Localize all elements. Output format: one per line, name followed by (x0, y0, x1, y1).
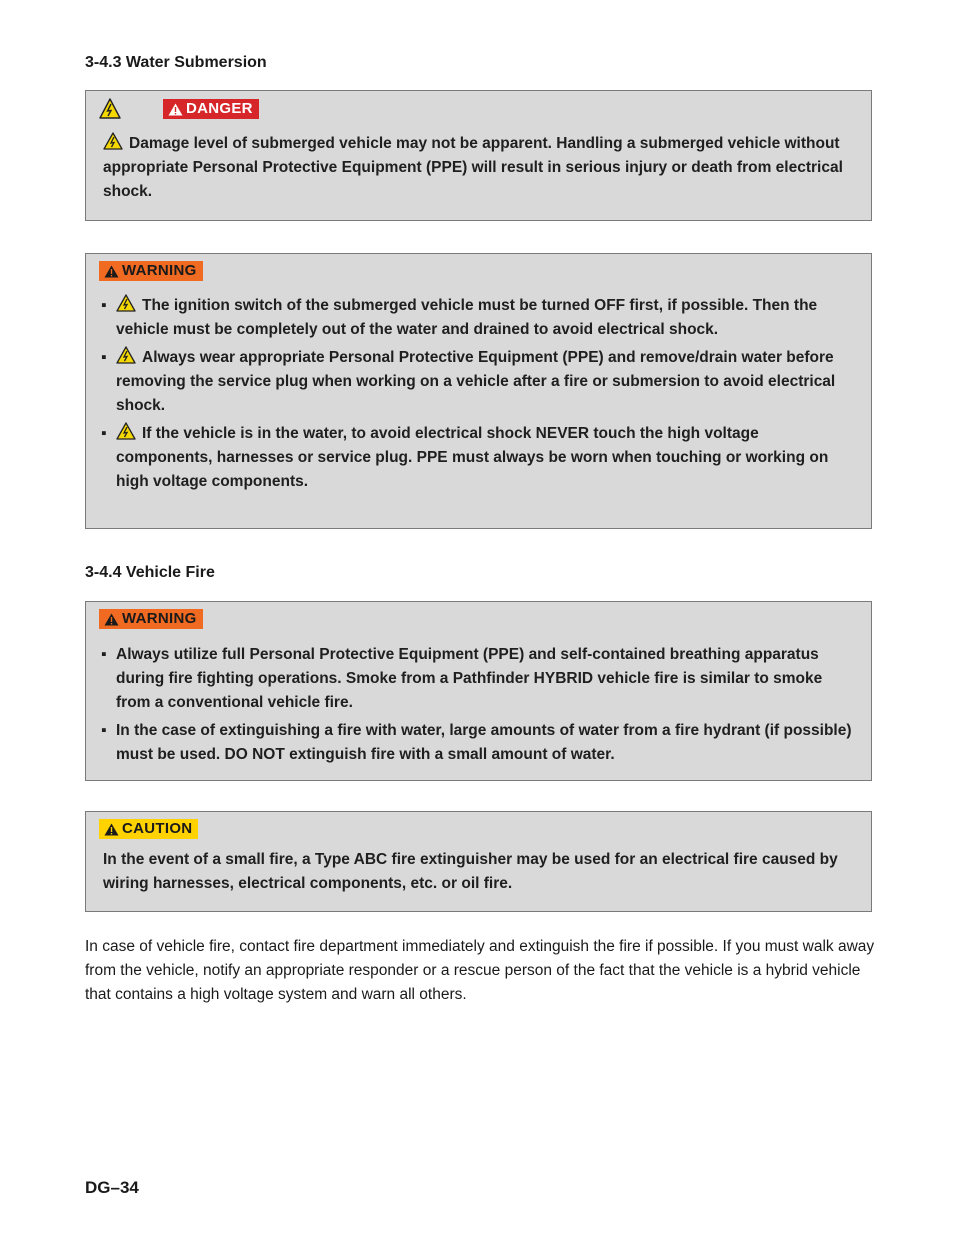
danger-label (99, 98, 259, 120)
section-heading-vehicle-fire: 3-4.4 Vehicle Fire (85, 564, 215, 581)
list-item: ▪ The ignition switch of the submerged vehicle must be turned OFF first, if possible. Then the vehicle must be completely out of the water and drained to avoid electrical shock. (98, 294, 859, 342)
list-item: ▪ Always utilize full Personal Protective Equipment (PPE) and self-contained breathing apparatus during fire fighting operations. Smoke from a Pathfinder HYBRID vehicle fire is similar to smoke from a conventional vehicle fire. (101, 646, 823, 711)
warning-notice-box-fire (85, 601, 872, 781)
warning-label (99, 261, 203, 281)
exclamation-triangle-icon (104, 823, 119, 836)
high-voltage-warning-icon (116, 422, 136, 440)
warning-badge (99, 609, 203, 629)
list-item: ▪ If the vehicle is in the water, to avoid electrical shock NEVER touch the high voltage components, harnesses or service plug. PPE must always be worn when touching or working on high voltage components. (98, 422, 859, 494)
warning-list (98, 294, 859, 498)
danger-notice-box (85, 90, 872, 221)
caution-badge (99, 819, 198, 839)
list-item-text: Always wear appropriate Personal Protective Equipment (PPE) and remove/drain water before removing the service plug when working on a vehicle after a fire or submersion to avoid electrical shock. (116, 349, 836, 414)
danger-text: Damage level of submerged vehicle may not be apparent. Handling a submerged vehicle without appropriate Personal Protective Equipment (PPE) will result in serious injury or death from electrical shock. (103, 135, 843, 200)
caution-badge-text: CAUTION (122, 820, 193, 837)
high-voltage-warning-icon (116, 346, 136, 364)
page-number: DG–34 (85, 1178, 139, 1197)
warning-badge-text: WARNING (122, 262, 197, 279)
high-voltage-warning-icon (116, 294, 136, 312)
section-heading-water-submersion: 3-4.3 Water Submersion (85, 54, 267, 71)
list-item: ▪ Always wear appropriate Personal Protective Equipment (PPE) and remove/drain water before removing the service plug when working on a vehicle after a fire or submersion to avoid electrical shock. (98, 346, 859, 418)
exclamation-triangle-icon (104, 613, 119, 626)
caution-label (99, 819, 198, 839)
warning-list (98, 643, 859, 771)
danger-badge (163, 99, 259, 119)
danger-badge-text: DANGER (186, 100, 253, 117)
list-item-text: Always utilize full Personal Protective Equipment (PPE) and self-contained breathing apparatus during fire fighting operations. Smoke from a Pathfinder HYBRID vehicle fire is similar to smoke from a conventional vehicle fire. (116, 646, 823, 711)
list-item-text: The ignition switch of the submerged vehicle must be turned OFF first, if possible. Then the vehicle must be completely out of the water and drained to avoid electrical shock. (116, 297, 818, 338)
danger-text-block (103, 132, 855, 204)
caution-text: In the event of a small fire, a Type ABC fire extinguisher may be used for an electrical fire caused by wiring harnesses, electrical components, etc. or oil fire. (103, 851, 838, 892)
high-voltage-warning-icon (99, 98, 121, 120)
list-item-text: In the case of extinguishing a fire with water, large amounts of water from a fire hydrant (if possible) must be used. DO NOT extinguish fire with a small amount of water. (116, 722, 852, 763)
list-item-text: If the vehicle is in the water, to avoid electrical shock NEVER touch the high voltage components, harnesses or service plug. PPE must always be worn when touching or working on high voltage components. (116, 425, 829, 490)
warning-label (99, 609, 203, 629)
warning-badge-text: WARNING (122, 610, 197, 627)
caution-notice-box (85, 811, 872, 912)
vehicle-fire-body-text: In case of vehicle fire, contact fire department immediately and extinguish the fire if possible. If you must walk away from the vehicle, notify an appropriate responder or a rescue person of the fact that the vehicle is a hybrid vehicle that contains a high voltage system and warn all others. (85, 938, 875, 1003)
list-item: ▪ In the case of extinguishing a fire with water, large amounts of water from a fire hydrant (if possible) must be used. DO NOT extinguish fire with a small amount of water. (101, 722, 852, 763)
warning-badge (99, 261, 203, 281)
exclamation-triangle-icon (104, 265, 119, 278)
high-voltage-warning-icon (103, 132, 123, 150)
exclamation-triangle-icon (168, 103, 183, 116)
warning-notice-box-submersion (85, 253, 872, 529)
